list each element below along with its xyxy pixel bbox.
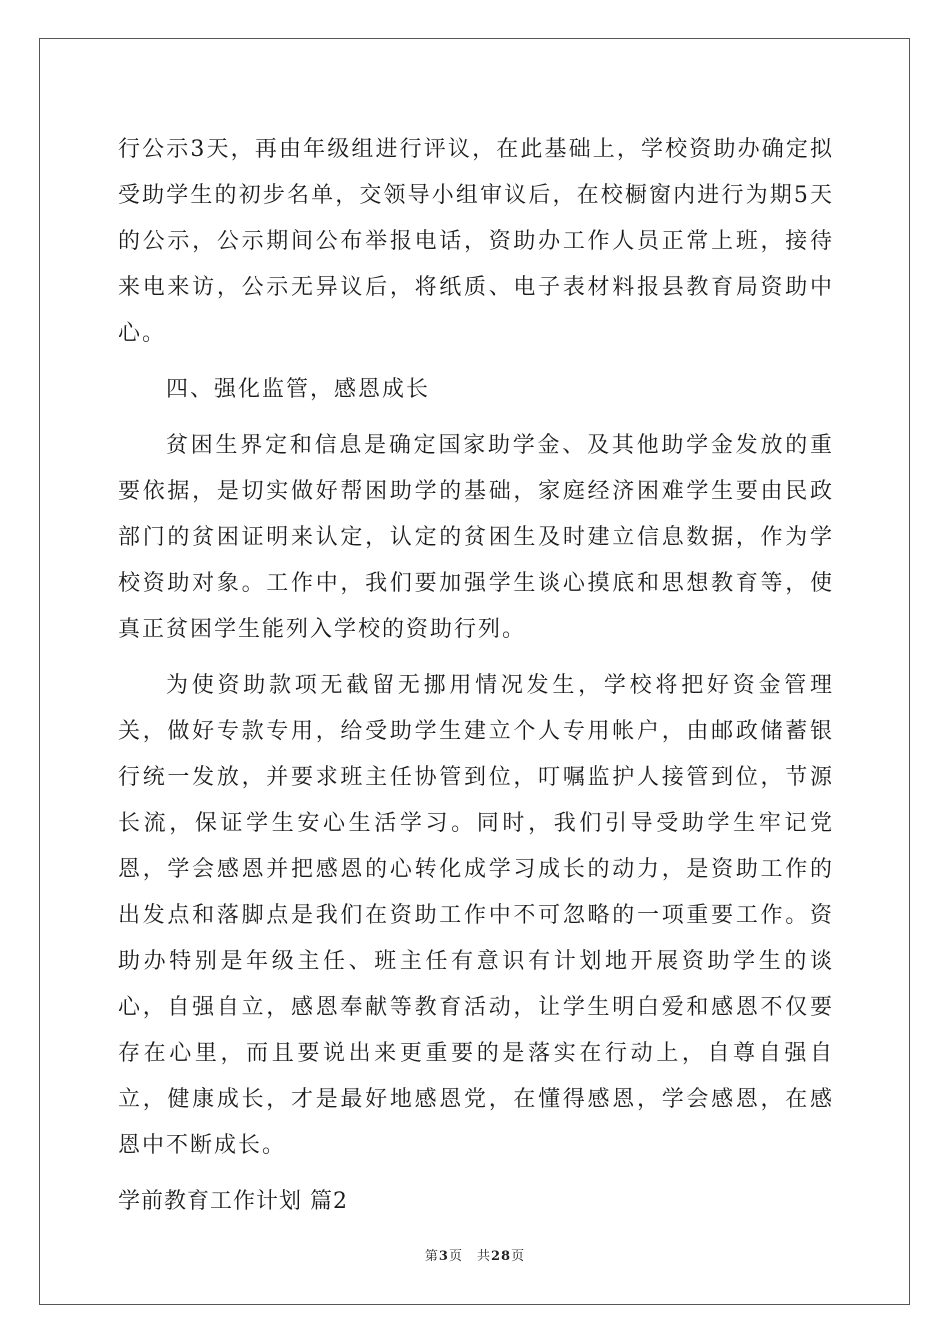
footer-suffix: 页	[511, 1249, 526, 1264]
paragraph-fund-management: 为使资助款项无截留无挪用情况发生，学校将把好资金管理关，做好专款专用，给受助学生建立个人专用帐户，由邮政储蓄银行统一发放，并要求班主任协管到位，叮嘱监护人接管到位，节源长流，保证学生安心生活学习。同时，我们引导受助学生牢记党恩，学会感恩并把感恩的心转化成学习成长的动力，是资助工作的出发点和落脚点是我们在资助工作中不可忽略的一项重要工作。资助办特别是年级主任、班主任有意识有计划地开展资助学生的谈心，自强自立，感恩奉献等教育活动，让学生明白爱和感恩不仅要存在心里，而且要说出来更重要的是落实在行动上，自尊自强自立，健康成长，才是最好地感恩党，在懂得感恩，学会感恩，在感恩中不断成长。	[118, 673, 834, 1158]
footer-mid: 页 共	[448, 1249, 491, 1264]
footer-prefix: 第	[424, 1249, 439, 1264]
document-body	[118, 127, 834, 1225]
paragraph-continuation: 行公示3天，再由年级组进行评议，在此基础上，学校资助办确定拟受助学生的初步名单，交领导小组审议后，在校橱窗内进行为期5天的公示，公示期间公布举报电话，资助办工作人员正常上班，接待来电来访，公示无异议后，将纸质、电子表材料报县教育局资助中心。	[118, 137, 834, 346]
section-title: 学前教育工作计划 篇2	[118, 1189, 348, 1214]
section-heading-4: 四、强化监管，感恩成长	[166, 377, 431, 402]
paragraph-poverty-definition: 贫困生界定和信息是确定国家助学金、及其他助学金发放的重要依据，是切实做好帮困助学的基础，家庭经济困难学生要由民政部门的贫困证明来认定，认定的贫困生及时建立信息数据，作为学校资助对象。工作中，我们要加强学生谈心摸底和思想教育等，使真正贫困学生能列入学校的资助行列。	[118, 433, 834, 642]
footer-current-page: 3	[438, 1249, 449, 1264]
page-footer	[0, 1245, 950, 1264]
footer-total-pages: 28	[490, 1249, 512, 1264]
